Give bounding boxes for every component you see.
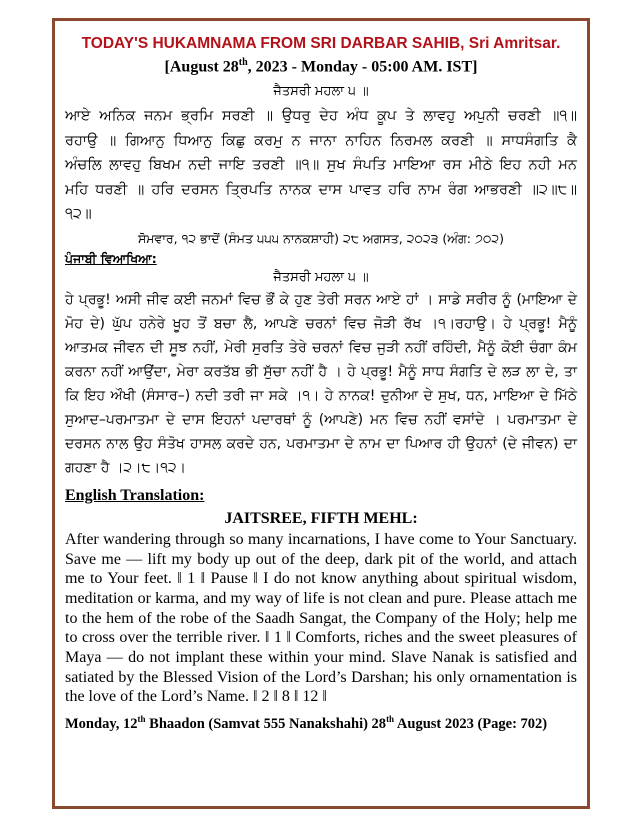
english-date-line: Monday, 12th Bhaadon (Samvat 555 Nanakshahi) 28th August 2023 (Page: 702) (65, 714, 548, 732)
punjabi-vyakhya-title: ਪੰਜਾਬੀ ਵਿਆਖਿਆ: (65, 250, 157, 266)
vyakhya-heading: ਜੈਤਸਰੀ ਮਹਲਾ ੫ ॥ (273, 269, 369, 285)
shabad-heading: ਜੈਤਸਰੀ ਮਹਲਾ ੫ ॥ (273, 84, 369, 100)
page-title: TODAY'S HUKAMNAMA FROM SRI DARBAR SAHIB, Sri Amritsar. (81, 35, 561, 52)
english-translation-text: After wandering through so many incarnations, I have come to Your Sanctuary. Save me — lift my body up out of the deep, dark pit of the world, and attach me to Your feet. ‖ 1 ‖ Pause ‖ I do not know anything about spiritual wisdom, meditation or karma, and my way of life is not clean and pure. Please attach me to the hem of the robe of the Saadh Sangat, the Company of the Holy; help me to cross over the terrible river. ‖ 1 ‖ Comforts, riches and the sweet pleasures of Maya — do not implant these within your mind. Slave Nanak is satisfied and satiated by the Blessed Vision of the Lord’s Darshan; his only ornamentation is the love of the Lord’s Name. ‖ 2 ‖ 8 ‖ 12 ‖ (65, 530, 577, 706)
date-line: [August 28th, 2023 - Monday - 05:00 AM. IST] (164, 57, 478, 76)
vyakhya-text: ਹੇ ਪ੍ਰਭੂ! ਅਸੀ ਜੀਵ ਕਈ ਜਨਮਾਂ ਵਿਚ ਭੌਂ ਕੇ ਹੁਣ ਤੇਰੀ ਸਰਨ ਆਏ ਹਾਂ । ਸਾਡੇ ਸਰੀਰ ਨੂੰ (ਮਾਇਆ ਦੇ ਮੋਹ ਦੇ) ਘੁੱਪ ਹਨੇਰੇ ਖੂਹ ਤੋਂ ਬਚਾ ਲੈ, ਆਪਣੇ ਚਰਨਾਂ ਵਿਚ ਜੋੜੀ ਰੱਖ ।੧।ਰਹਾਉ। ਹੇ ਪ੍ਰਭੂ! ਮੈਨੂੰ ਆਤਮਕ ਜੀਵਨ ਦੀ ਸੂਝ ਨਹੀਂ, ਮੇਰੀ ਸੁਰਤਿ ਤੇਰੇ ਚਰਨਾਂ ਵਿਚ ਜੁੜੀ ਨਹੀਂ ਰਹਿੰਦੀ, ਮੈਨੂੰ ਕੋਈ ਚੰਗਾ ਕੰਮ ਕਰਨਾ ਨਹੀਂ ਆਉਂਦਾ, ਮੇਰਾ ਕਰਤੱਬ ਭੀ ਸੁੱਚਾ ਨਹੀਂ ਹੈ । ਹੇ ਪ੍ਰਭੂ! ਮੈਨੂੰ ਸਾਧ ਸੰਗਤਿ ਦੇ ਲੜ ਲਾ ਦੇ, ਤਾ ਕਿ ਇਹ ਔਖੀ (ਸੰਸਾਰ–) ਨਦੀ ਤਰੀ ਜਾ ਸਕੇ ।੧। ਹੇ ਨਾਨਕ! ਦੁਨੀਆ ਦੇ ਸੁਖ, ਧਨ, ਮਾਇਆ ਦੇ ਮਿੱਠੇ ਸੁਆਦ–ਪਰਮਾਤਮਾ ਦੇ ਦਾਸ ਇਹਨਾਂ ਪਦਾਰਥਾਂ ਨੂੰ (ਆਪਣੇ) ਮਨ ਵਿਚ ਨਹੀਂ ਵਸਾਂਦੇ । ਪਰਮਾਤਮਾ ਦੇ ਦਰਸਨ ਨਾਲ ਉਹ ਸੰਤੋਖ ਹਾਸਲ ਕਰਦੇ ਹਨ, ਪਰਮਾਤਮਾ ਦੇ ਨਾਮ ਦਾ ਪਿਆਰ ਹੀ ਉਹਨਾਂ (ਦੇ ਜੀਵਨ) ਦਾ ਗਹਣਾ ਹੈ ।੨।੮।੧੨। (65, 291, 577, 476)
page-border (52, 18, 590, 809)
shabad-text: ਆਏ ਅਨਿਕ ਜਨਮ ਭ੍ਰਮਿ ਸਰਣੀ ॥ ਉਧਰੁ ਦੇਹ ਅੰਧ ਕੂਪ ਤੇ ਲਾਵਹੁ ਅਪੁਨੀ ਚਰਣੀ ॥੧॥ ਰਹਾਉ ॥ ਗਿਆਨੁ ਧਿਆਨੁ ਕਿਛੁ ਕਰਮੁ ਨ ਜਾਨਾ ਨਾਹਿਨ ਨਿਰਮਲ ਕਰਣੀ ॥ ਸਾਧਸੰਗਤਿ ਕੈ ਅੰਚਲਿ ਲਾਵਹੁ ਬਿਖਮ ਨਦੀ ਜਾਇ ਤਰਣੀ ॥੧॥ ਸੁਖ ਸੰਪਤਿ ਮਾਇਆ ਰਸ ਮੀਠੇ ਇਹ ਨਹੀ ਮਨ ਮਹਿ ਧਰਣੀ ॥ ਹਰਿ ਦਰਸਨ ਤ੍ਰਿਪਤਿ ਨਾਨਕ ਦਾਸ ਪਾਵਤ ਹਰਿ ਨਾਮ ਰੰਗ ਆਭਰਣੀ ॥੨॥੮॥੧੨॥ (65, 108, 577, 223)
shabad-date-line: ਸੋਮਵਾਰ, ੧੨ ਭਾਦੋਂ (ਸੰਮਤ ੫੫੫ ਨਾਨਕਸ਼ਾਹੀ) ੨੮ ਅਗਸਤ, ੨੦੨੩ (ਅੰਗ: ੭੦੨) (137, 230, 505, 246)
english-translation-title: English Translation: (65, 486, 205, 504)
english-heading: JAITSREE, FIFTH MEHL: (224, 509, 418, 527)
hukamnama-document (65, 35, 577, 734)
